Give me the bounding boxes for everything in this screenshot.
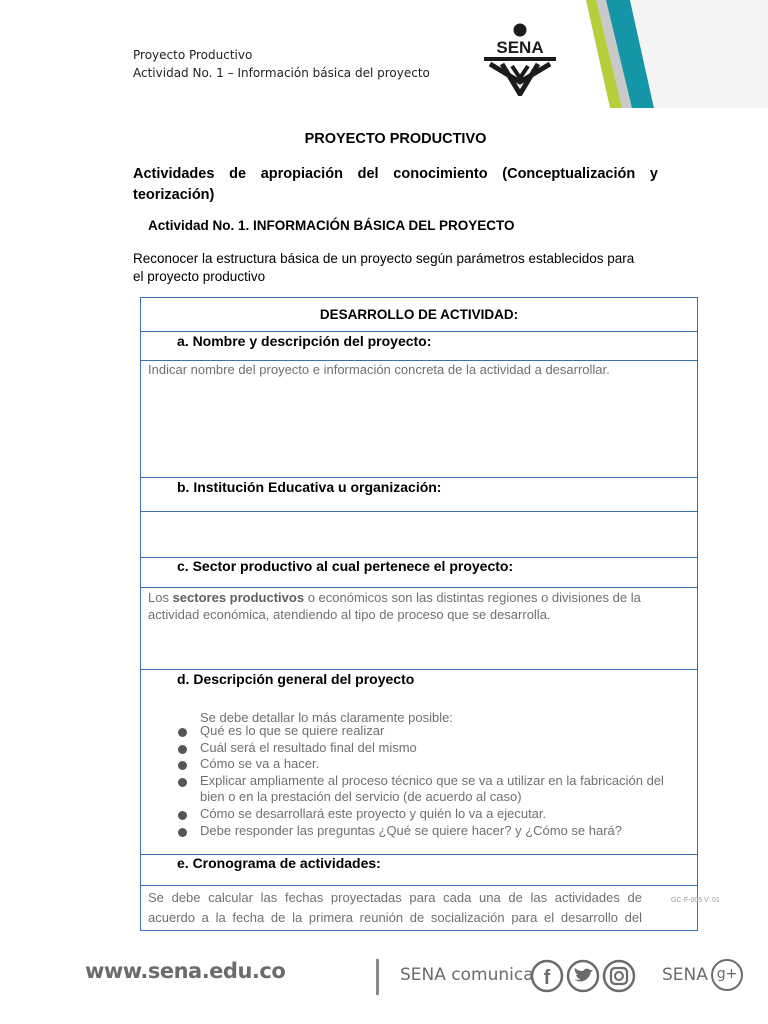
section-a-text: Indicar nombre del proyecto e información concreta de la actividad a desarrollar. (148, 362, 610, 377)
header-line-1: Proyecto Productivo (133, 48, 253, 62)
table-divider (141, 587, 697, 588)
page-header (133, 46, 430, 82)
footer-website[interactable]: www.sena.edu.co (85, 959, 286, 983)
c-text-bold: sectores productivos (172, 590, 305, 605)
sena-logo (482, 22, 558, 96)
section-c-title: c. Sector productivo al cual pertenece el proyecto: (177, 558, 514, 574)
list-item: Qué es lo que se quiere realizar (178, 723, 678, 740)
table-divider (141, 331, 697, 332)
e-text-line-2: acuerdo a la fecha de la primera reunión de socialización para el desarrollo del (148, 910, 642, 925)
form-code: GC-F-005 V. 01 (671, 897, 720, 904)
logo-text: SENA (496, 38, 544, 57)
page-footer (0, 945, 768, 1015)
list-item: Explicar ampliamente al proceso técnico que se va a utilizar en la fabricación del bien o en la prestación del servicio (de acuerdo al caso) (178, 773, 678, 806)
table-divider (141, 669, 697, 670)
list-item: Cuál será el resultado final del mismo (178, 740, 678, 757)
table-divider (141, 885, 697, 886)
section-d-title: d. Descripción general del proyecto (177, 671, 415, 687)
section-e-text (148, 888, 642, 928)
subtitle-line-1: Actividades de apropiación del conocimiento (Conceptualización y (133, 166, 658, 182)
svg-text:f: f (543, 967, 551, 989)
section-d-intro: Se debe detallar lo más claramente posible: (200, 710, 453, 725)
document-title: PROYECTO PRODUCTIVO (304, 131, 487, 147)
section-b-title: b. Institución Educativa u organización: (177, 479, 442, 495)
section-e-title: e. Cronograma de actividades: (177, 855, 381, 871)
footer-brand: SENA (662, 965, 708, 985)
intro-paragraph (133, 250, 663, 286)
c-text-post: o económicos son las distintas regiones o divisiones de la (304, 590, 641, 605)
subtitle-line-2: teorización) (133, 187, 215, 203)
footer-divider (376, 959, 379, 995)
activity-title: Actividad No. 1. INFORMACIÓN BÁSICA DEL PROYECTO (148, 218, 515, 233)
list-item: Cómo se va a hacer. (178, 756, 678, 773)
section-c-text (148, 589, 688, 623)
header-line-2: Actividad No. 1 – Información básica del proyecto (133, 66, 430, 80)
twitter-icon[interactable] (568, 961, 598, 991)
instagram-icon[interactable] (604, 961, 634, 991)
e-text-line-1: Se debe calcular las fechas proyectadas para cada una de las actividades de (148, 890, 642, 905)
list-item: Debe responder las preguntas ¿Qué se quiere hacer? y ¿Cómo se hará? (178, 823, 678, 840)
table-heading: DESARROLLO DE ACTIVIDAD: (319, 307, 519, 322)
header-stripes-decoration (580, 0, 768, 112)
section-d-bullet-list (178, 723, 678, 839)
footer-comunica: SENA comunica (400, 965, 534, 985)
google-plus-icon[interactable]: g+ (711, 959, 743, 991)
table-divider (141, 477, 697, 478)
social-icons (530, 957, 640, 995)
document-subtitle (133, 164, 658, 206)
c-text-line-2: actividad económica, atendiendo al tipo de proceso que se desarrolla. (148, 607, 551, 622)
facebook-icon[interactable] (532, 961, 562, 991)
list-item: Cómo se desarrollará este proyecto y quién lo va a ejecutar. (178, 806, 678, 823)
intro-line-2: el proyecto productivo (133, 269, 266, 284)
table-divider (141, 511, 697, 512)
section-a-title: a. Nombre y descripción del proyecto: (177, 333, 432, 349)
c-text-pre: Los (148, 590, 173, 605)
intro-line-1: Reconocer la estructura básica de un proyecto según parámetros establecidos para (133, 251, 635, 266)
